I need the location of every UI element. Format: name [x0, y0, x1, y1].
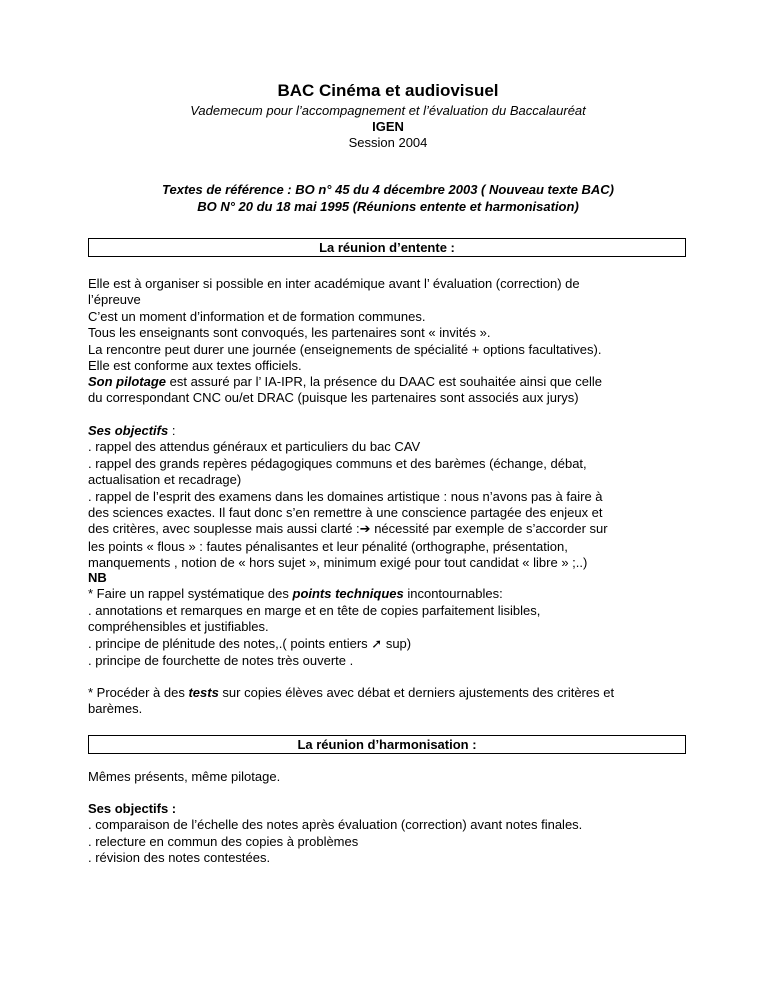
objectif-line: les points « flous » : fautes pénalisantes et leur pénalité (orthographe, présentation,: [88, 538, 568, 554]
pilotage-text: du correspondant CNC ou/et DRAC (puisque les partenaires sont associés aux jurys): [88, 390, 579, 406]
nb-line: . principe de fourchette de notes très ouverte .: [88, 653, 354, 669]
intro-line: Elle est conforme aux textes officiels.: [88, 358, 302, 374]
objectifs-label: Ses objectifs: [88, 423, 169, 438]
objectif-line: manquements , notion de « hors sujet », minimum exigé pour tout candidat « libre » ;..): [88, 555, 588, 571]
harmonisation-intro: Mêmes présents, même pilotage.: [88, 769, 281, 784]
intro-line: Tous les enseignants sont convoqués, les partenaires sont « invités ».: [88, 325, 491, 341]
reference-texts: [88, 181, 688, 215]
objectif-line: . rappel des attendus généraux et particuliers du bac CAV: [88, 439, 421, 455]
reference-line-2: BO N° 20 du 18 mai 1995 (Réunions entente et harmonisation): [197, 199, 579, 214]
objectif-line: . rappel de l’esprit des examens dans les domaines artistique : nous n’avons pas à faire à: [88, 488, 603, 504]
objectifs-colon: :: [168, 423, 176, 438]
reference-line-1: Textes de référence : BO n° 45 du 4 décembre 2003 ( Nouveau texte BAC): [162, 182, 614, 197]
nb-label: NB: [88, 570, 107, 585]
entente-nb: [88, 570, 688, 669]
nb-line: sup): [382, 635, 412, 651]
objectif-line: . rappel des grands repères pédagogiques communs et des barèmes (échange, débat,: [88, 455, 587, 471]
entente-intro: [88, 276, 688, 374]
objectif-line: actualisation et recadrage): [88, 472, 242, 488]
tests-label: tests: [188, 685, 219, 700]
intro-line: l’épreuve: [88, 292, 141, 308]
harmonisation-objectifs: [88, 801, 688, 867]
document-subtitle: Vademecum pour l’accompagnement et l’évaluation du Baccalauréat: [190, 103, 586, 118]
intro-line: La rencontre peut durer une journée (enseignements de spécialité + options facultatives).: [88, 341, 602, 357]
intro-line: Elle est à organiser si possible en inter académique avant l’ évaluation (correction) de: [88, 276, 580, 291]
nb-line: incontournables:: [403, 586, 503, 602]
document-title: BAC Cinéma et audiovisuel: [277, 81, 499, 100]
organization: IGEN: [372, 119, 404, 134]
tests-line: barèmes.: [88, 701, 143, 717]
objectif-line: nécessité par exemple de s’accorder sur: [370, 521, 608, 537]
pilotage-label: Son pilotage: [88, 374, 166, 389]
pilotage-text: est assuré par l’ IA-IPR, la présence du DAAC est souhaitée ainsi que celle: [166, 374, 602, 389]
objectif-line: . relecture en commun des copies à problèmes: [88, 833, 359, 849]
nb-line: compréhensibles et justifiables.: [88, 619, 269, 635]
entente-objectifs: [88, 423, 688, 572]
objectif-line: des sciences exactes. Il faut donc s’en remettre à une conscience partagée des enjeux et: [88, 505, 603, 521]
nb-line: * Faire un rappel systématique des: [88, 586, 293, 602]
harmonisation-heading: La réunion d’harmonisation :: [88, 735, 686, 754]
entente-tests: [88, 685, 688, 718]
points-techniques: points techniques: [292, 586, 404, 602]
objectifs-label: Ses objectifs :: [88, 801, 177, 816]
nb-line: . annotations et remarques en marge et en tête de copies parfaitement lisibles,: [88, 602, 541, 618]
tests-line: * Procéder à des: [88, 685, 189, 700]
entente-heading: La réunion d’entente :: [88, 238, 686, 257]
objectif-line: . comparaison de l’échelle des notes après évaluation (correction) avant notes finales.: [88, 817, 583, 833]
intro-line: C’est un moment d’information et de formation communes.: [88, 308, 426, 324]
objectif-line: des critères, avec souplesse mais aussi clarté :: [88, 521, 360, 537]
entente-pilotage: [88, 374, 688, 407]
arrow-up-right-icon: ➚: [371, 636, 383, 652]
tests-line: sur copies élèves avec débat et derniers ajustements des critères et: [218, 685, 615, 700]
nb-line: . principe de plénitude des notes,.( points entiers: [88, 635, 372, 651]
objectif-line: . révision des notes contestées.: [88, 850, 271, 866]
arrow-right-icon: ➔: [359, 522, 371, 538]
session: Session 2004: [348, 135, 428, 150]
